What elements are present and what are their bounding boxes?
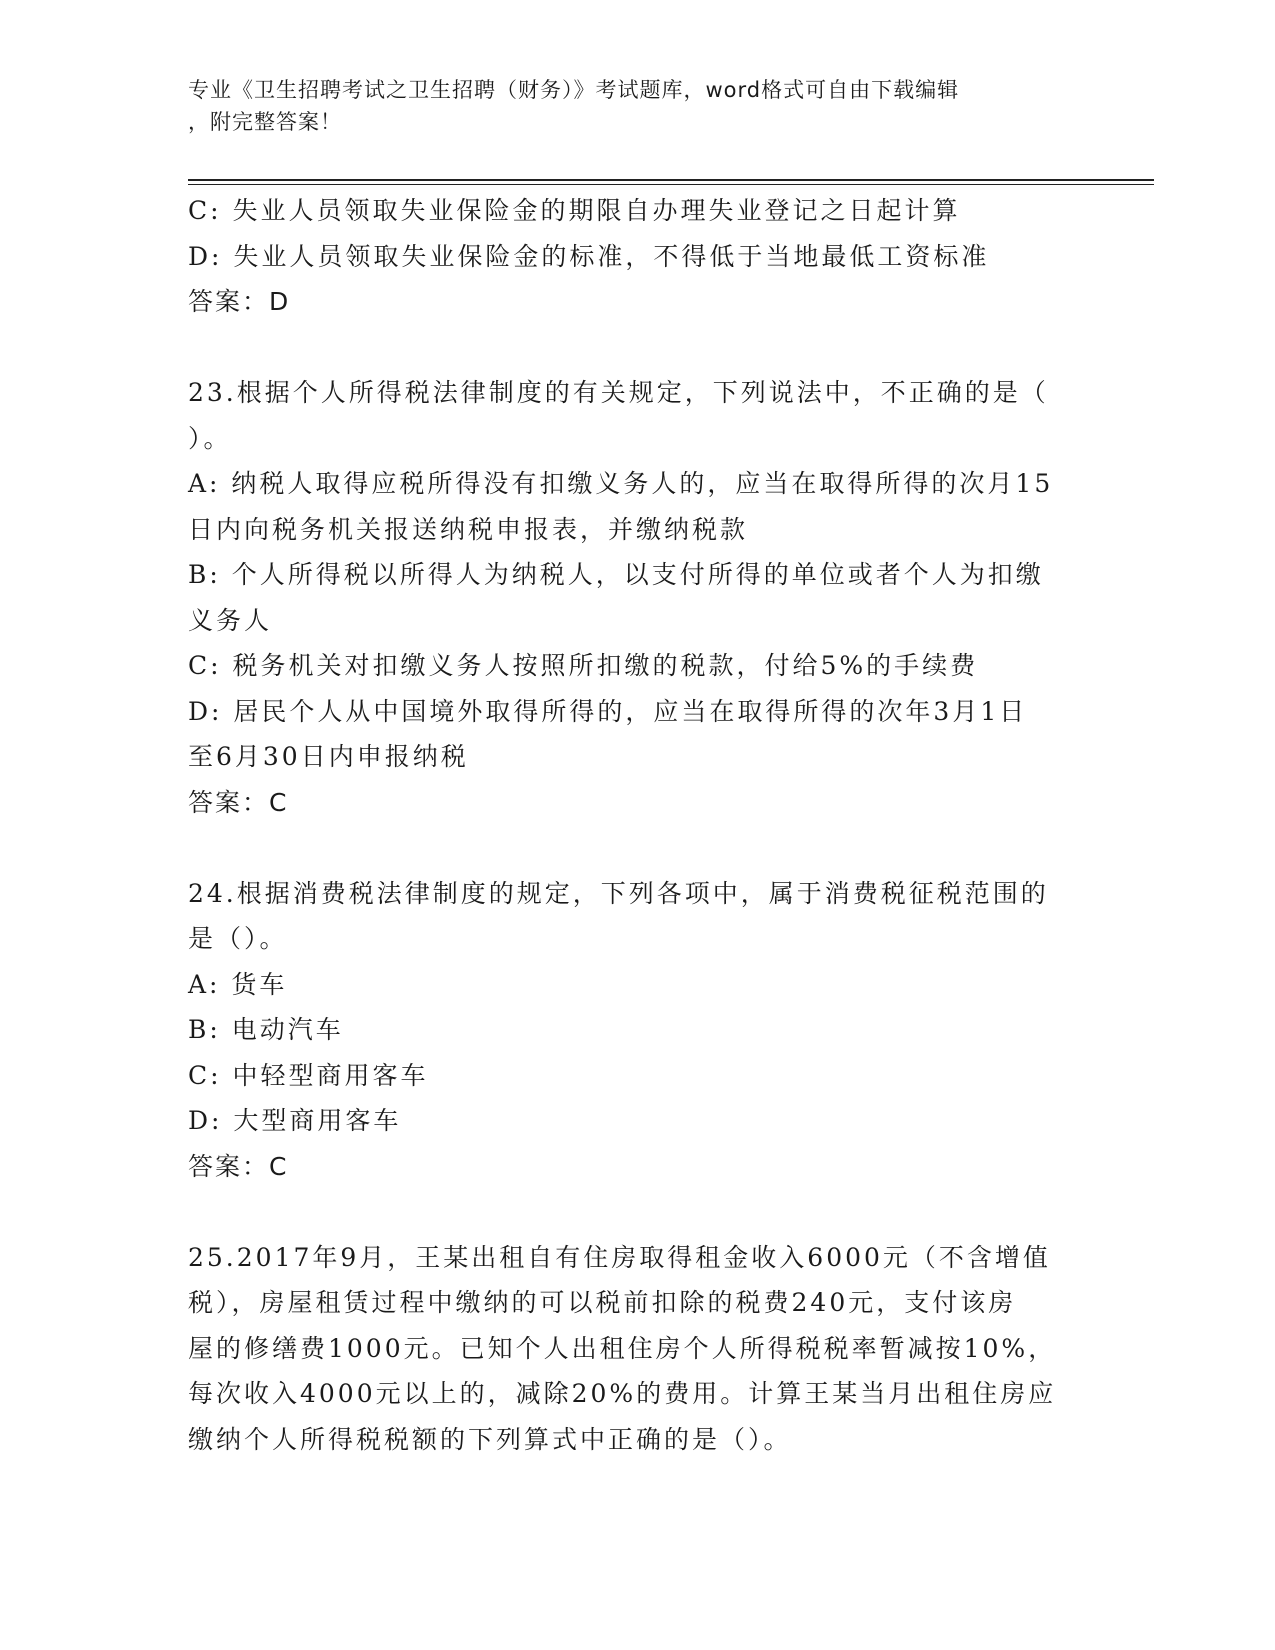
document-header xyxy=(188,74,1068,138)
question-25 xyxy=(188,1235,1088,1463)
option-a-cont: 日内向税务机关报送纳税申报表，并缴纳税款 xyxy=(188,514,749,544)
option-d: D: 居民个人从中国境外取得所得的，应当在取得所得的次年3月1日 xyxy=(188,696,1028,726)
question-stem-cont: 是（）。 xyxy=(188,924,288,953)
answer-line: 答案：D xyxy=(188,287,291,316)
question-stem-cont: 缴纳个人所得税税额的下列算式中正确的是（）。 xyxy=(188,1424,792,1454)
option-b: B: 电动汽车 xyxy=(188,1015,344,1044)
header-divider xyxy=(188,179,1154,181)
spacer xyxy=(188,325,1088,371)
spacer xyxy=(188,1189,1088,1235)
question-stem: 25.2017年9月，王某出租自有住房取得租金收入6000元（不含增值 xyxy=(188,1242,1051,1272)
header-line-2: ，附完整答案！ xyxy=(188,110,342,134)
option-d: D: 失业人员领取失业保险金的标准，不得低于当地最低工资标准 xyxy=(188,241,990,271)
question-24 xyxy=(188,871,1088,1190)
option-c: C: 中轻型商用客车 xyxy=(188,1060,429,1090)
header-divider-thin xyxy=(188,184,1154,185)
option-d-cont: 至6月30日内申报纳税 xyxy=(188,742,469,771)
question-23 xyxy=(188,370,1088,825)
header-line-1: 专业《卫生招聘考试之卫生招聘（财务）》考试题库，word格式可自由下载编辑 xyxy=(188,78,960,102)
option-c: C: 税务机关对扣缴义务人按照所扣缴的税款，付给5%的手续费 xyxy=(188,651,979,680)
question-body xyxy=(188,188,1088,1462)
option-b: B: 个人所得税以所得人为纳税人，以支付所得的单位或者个人为扣缴 xyxy=(188,560,1044,589)
option-d: D: 大型商用客车 xyxy=(188,1106,402,1135)
question-stem-cont: ）。 xyxy=(188,423,232,453)
answer-line: 答案：C xyxy=(188,1151,289,1181)
question-stem-cont: 每次收入4000元以上的，减除20%的费用。计算王某当月出租住房应 xyxy=(188,1379,1057,1408)
option-b-cont: 义务人 xyxy=(188,605,273,635)
question-stem: 24.根据消费税法律制度的规定，下列各项中，属于消费税征税范围的 xyxy=(188,878,1049,908)
option-a: A: 货车 xyxy=(188,969,288,999)
option-a: A: 纳税人取得应税所得没有扣缴义务人的，应当在取得所得的次月15 xyxy=(188,469,1054,498)
option-c: C: 失业人员领取失业保险金的期限自办理失业登记之日起计算 xyxy=(188,196,961,225)
spacer xyxy=(188,825,1088,871)
question-stem: 23.根据个人所得税法律制度的有关规定，下列说法中，不正确的是（ xyxy=(188,378,1049,407)
question-stem-cont: 税），房屋租赁过程中缴纳的可以税前扣除的税费240元，支付该房 xyxy=(188,1288,1017,1317)
question-stem-cont: 屋的修缮费1000元。已知个人出租住房个人所得税税率暂减按10%， xyxy=(188,1333,1057,1363)
question-22-tail xyxy=(188,188,1088,325)
answer-line: 答案：C xyxy=(188,787,289,817)
